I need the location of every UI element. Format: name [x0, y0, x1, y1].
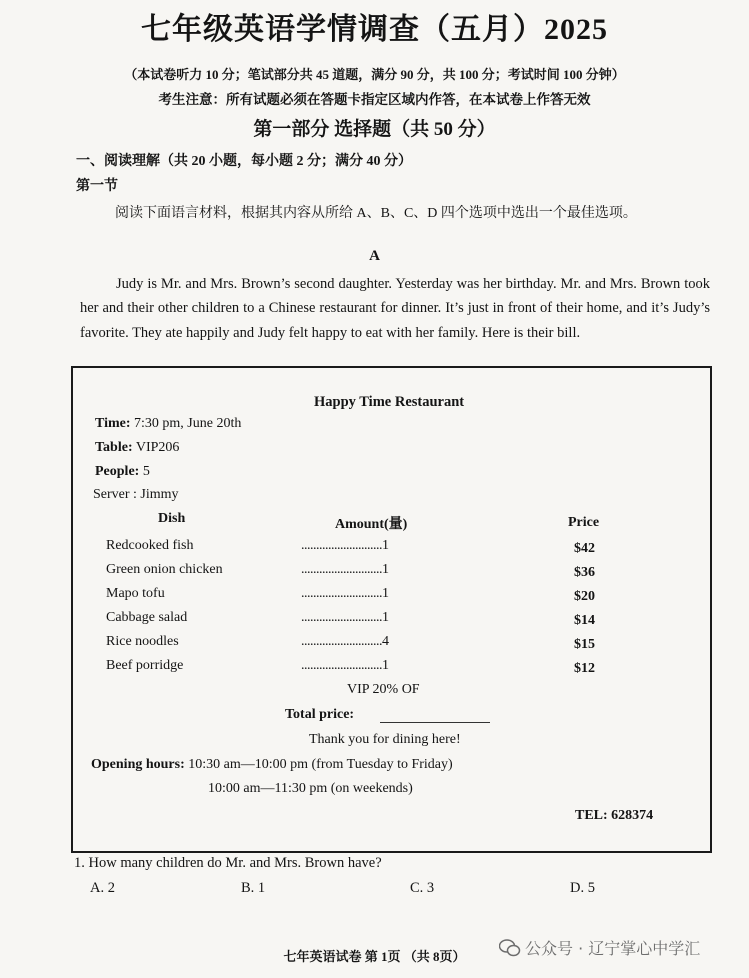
exam-title: 七年级英语学情调查（五月）2025 [141, 13, 608, 46]
dish-price: $12 [574, 661, 595, 676]
dish-amount: ...........................1 [301, 658, 389, 673]
dish-amount: ...........................1 [301, 562, 389, 577]
dish-amount: ...........................1 [301, 538, 389, 553]
dish-price: $20 [574, 589, 595, 604]
time-label: Time: [95, 416, 131, 431]
restaurant-bill [71, 366, 712, 853]
col-header-amount: Amount(量) [335, 517, 408, 532]
page-footer: 七年英语试卷 第 1页 （共 8页） [283, 949, 466, 964]
restaurant-name: Happy Time Restaurant [314, 394, 465, 410]
dish-price: $42 [574, 541, 595, 556]
bill-server: Server : Jimmy [93, 487, 179, 502]
table-label: Table: [95, 440, 133, 455]
section-instruction: 阅读下面语言材料，根据其内容从所给 A、B、C、D 四个选项中选出一个最佳选项。 [115, 206, 637, 221]
opening-hours-weekday: 10:30 am—10:00 pm (from Tuesday to Friday) [184, 757, 453, 772]
exam-notice: 考生注意：所有试题必须在答题卡指定区域内作答，在本试卷上作答无效 [158, 92, 591, 107]
thanks-message: Thank you for dining here! [309, 732, 461, 747]
dish-name: Beef porridge [106, 658, 184, 673]
people-label: People: [95, 464, 140, 479]
exam-info: （本试卷听力 10 分；笔试部分共 45 道题，满分 90 分，共 100 分；考试时间 100 分钟） [124, 67, 625, 82]
wechat-icon [499, 939, 521, 961]
option-c: C. 3 [410, 880, 435, 896]
vip-discount: VIP 20% OF [347, 682, 420, 697]
dish-price: $14 [574, 613, 595, 628]
dish-price: $15 [574, 637, 595, 652]
passage-text: Judy is Mr. and Mrs. Brown’s second daughter. Yesterday was her birthday. Mr. and Mrs. Brown took her and their other children to a Chinese restaurant for dinner. It’s just in front of their home, and it’s Judy’s favorite. They ate happily and Judy felt happy to eat with her family. Here is their bill. [80, 276, 710, 341]
dish-amount: ...........................4 [301, 634, 389, 649]
col-header-price: Price [568, 515, 600, 530]
bill-table [95, 440, 179, 456]
bill-people [95, 464, 150, 480]
section-subheading: 第一节 [76, 179, 118, 194]
question-1-stem: 1. How many children do Mr. and Mrs. Brown have? [74, 855, 382, 871]
watermark-text: 公众号 · 辽宁掌心中学汇 [525, 939, 701, 958]
restaurant-tel: TEL: 628374 [575, 808, 654, 823]
dish-price: $36 [574, 565, 595, 580]
watermark [499, 936, 700, 961]
total-price-blank [380, 722, 490, 723]
part-title: 第一部分 选择题（共 50 分） [253, 119, 496, 140]
dish-name: Cabbage salad [106, 610, 188, 625]
opening-hours-weekend: 10:00 am—11:30 pm (on weekends) [208, 781, 413, 796]
dish-name: Redcooked fish [106, 538, 194, 553]
time-value: 7:30 pm, June 20th [130, 416, 242, 431]
opening-hours-label: Opening hours: [91, 757, 185, 772]
question-1-options [0, 880, 749, 900]
section-heading: 一、阅读理解（共 20 小题，每小题 2 分；满分 40 分） [76, 154, 412, 169]
dish-amount: ...........................1 [301, 610, 389, 625]
col-header-dish: Dish [158, 511, 186, 526]
dish-name: Mapo tofu [106, 586, 165, 601]
option-a: A. 2 [90, 880, 115, 896]
option-d: D. 5 [570, 880, 595, 896]
opening-hours [91, 757, 453, 773]
table-value: VIP206 [132, 440, 180, 455]
people-value: 5 [139, 464, 150, 479]
bill-time [95, 416, 241, 432]
total-price-label: Total price: [285, 707, 355, 722]
option-b: B. 1 [241, 880, 266, 896]
dish-name: Rice noodles [106, 634, 179, 649]
dish-name: Green onion chicken [106, 562, 223, 577]
dish-amount: ...........................1 [301, 586, 389, 601]
passage-label: A [369, 248, 380, 264]
